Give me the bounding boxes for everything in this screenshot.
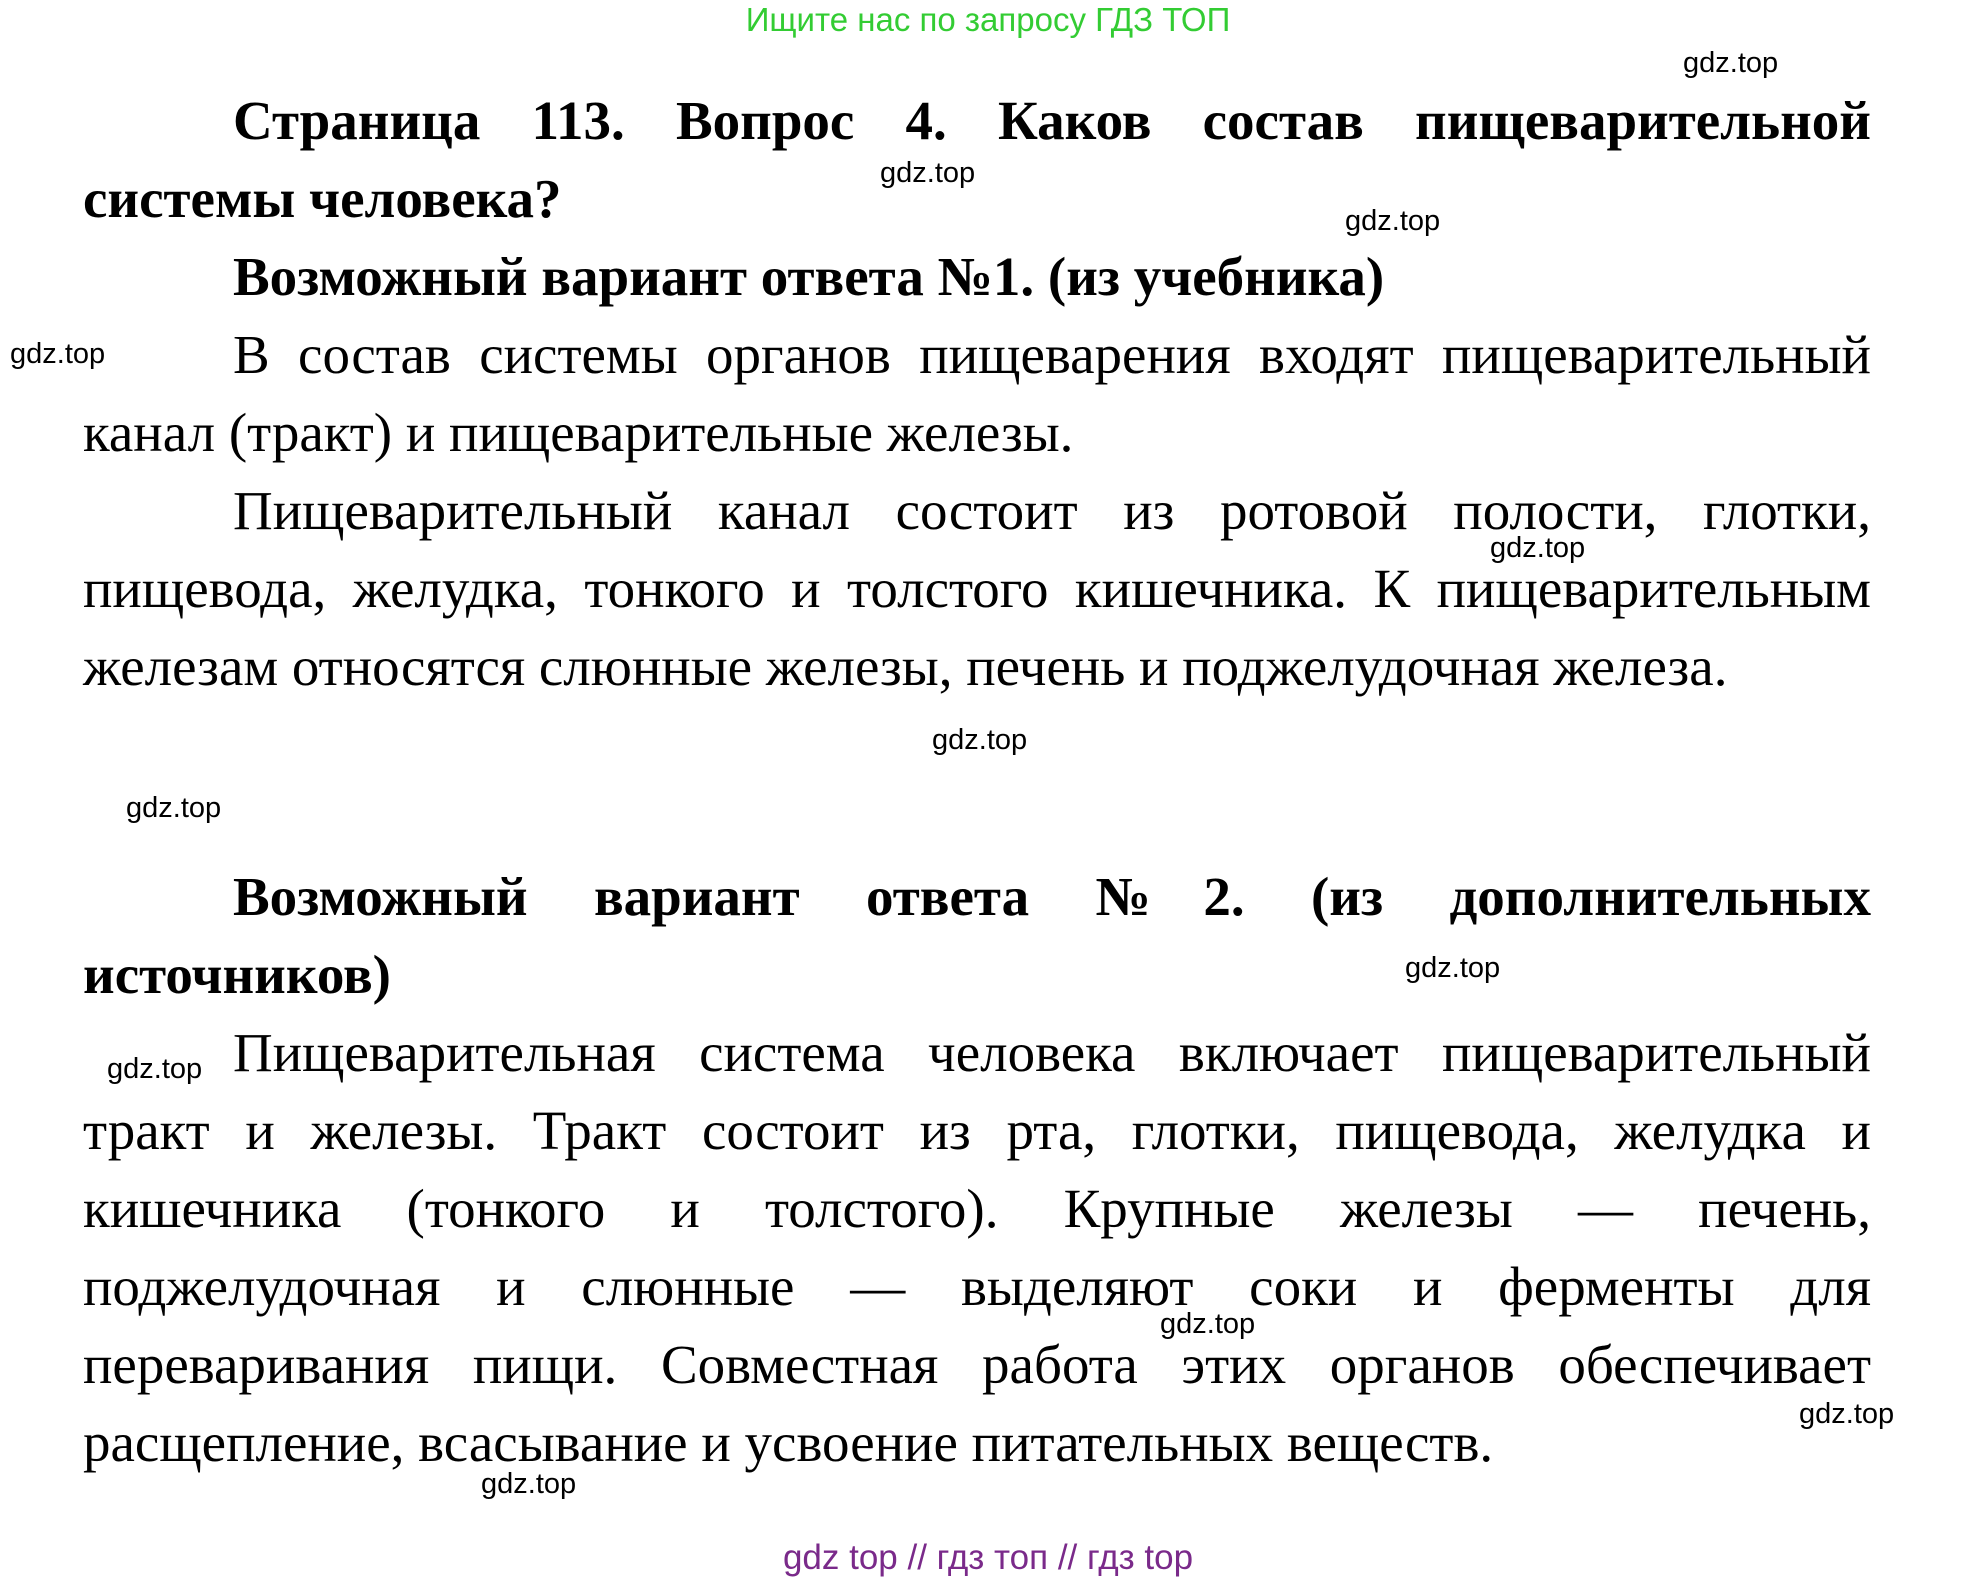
answer1-paragraph-2: Пищеварительный канал состоит из ротовой полости, глотки, пищевода, желудка, тонкого и толстого кишечника. К пищеварительным железам относятся слюнные железы, печень и поджелудочная железа. — [83, 480, 1871, 697]
footer: gdz top // гдз топ // гдз top — [782, 1538, 1194, 1577]
watermark: gdz.top — [1799, 1398, 1895, 1430]
watermark: gdz.top — [481, 1468, 577, 1500]
watermark: gdz.top — [10, 338, 106, 370]
watermark: gdz.top — [1345, 205, 1441, 237]
answer2-heading: Возможный вариант ответа №2. (из дополнительных источников) — [83, 866, 1871, 1005]
watermark: gdz.top — [1683, 47, 1779, 79]
watermark: gdz.top — [126, 792, 222, 824]
watermark: gdz.top — [1160, 1308, 1256, 1340]
question-heading: Страница 113. Вопрос 4. Каков состав пищеварительной системы человека? — [83, 90, 1871, 229]
watermark: gdz.top — [1490, 532, 1586, 564]
question-block — [83, 82, 1871, 706]
watermark: gdz.top — [107, 1053, 203, 1085]
watermark: gdz.top — [880, 157, 976, 189]
answer1-paragraph-1: В состав системы органов пищеварения входят пищеварительный канал (тракт) и пищеварительные железы. — [83, 324, 1871, 463]
answer2-block — [83, 858, 1871, 1482]
answer1-heading: Возможный вариант ответа №1. (из учебника) — [233, 246, 1385, 307]
watermark: gdz.top — [932, 724, 1028, 756]
top-banner: Ищите нас по запросу ГДЗ ТОП — [745, 1, 1231, 38]
answer2-paragraph-1: Пищеварительная система человека включает пищеварительный тракт и железы. Тракт состоит из рта, глотки, пищевода, желудка и кишечника (тонкого и толстого). Крупные железы — печень, поджелудочная и слюнные — выделяют соки и ферменты для переваривания пищи. Совместная работа этих органов обеспечивает расщепление, всасывание и усвоение питательных веществ. — [83, 1022, 1871, 1473]
watermark: gdz.top — [1405, 952, 1501, 984]
